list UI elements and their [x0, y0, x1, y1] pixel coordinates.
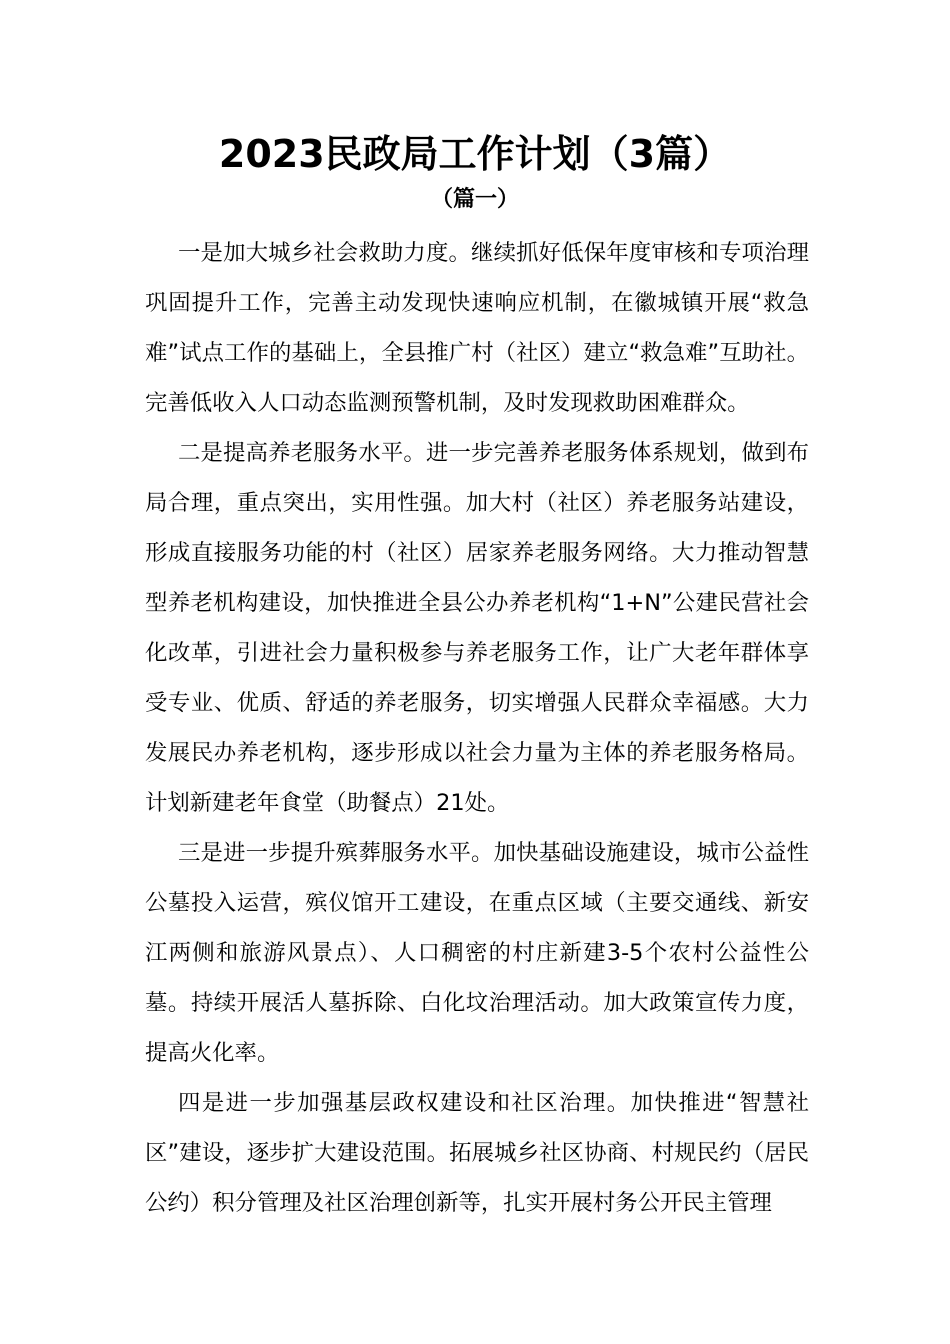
paragraph-funeral-services: 三是进一步提升殡葬服务水平。加快基础设施建设，城市公益性公墓投入运营，殡仪馆开工建设，在重点区域（主要交通线、新安江两侧和旅游风景点）、人口稠密的村庄新建3-5个农村公益性公墓。持续开展活人墓拆除、白化坟治理活动。加大政策宣传力度，提高火化率。: [145, 840, 809, 1066]
paragraph-elderly-care: 二是提高养老服务水平。进一步完善养老服务体系规划，做到布局合理，重点突出，实用性强。加大村（社区）养老服务站建设，形成直接服务功能的村（社区）居家养老服务网络。大力推动智慧型养老机构建设，加快推进全县公办养老机构“1+N”公建民营社会化改革，引进社会力量积极参与养老服务工作，让广大老年群体享受专业、优质、舒适的养老服务，切实增强人民群众幸福感。大力发展民办养老机构，逐步形成以社会力量为主体的养老服务格局。计划新建老年食堂（助餐点）21处。: [145, 440, 809, 816]
document-title: 2023民政局工作计划（3篇）: [218, 132, 732, 176]
paragraph-social-assistance: 一是加大城乡社会救助力度。继续抓好低保年度审核和专项治理巩固提升工作，完善主动发现快速响应机制，在徽城镇开展“救急难”试点工作的基础上，全县推广村（社区）建立“救急难”互助社。完善低收入人口动态监测预警机制，及时发现救助困难群众。: [145, 240, 809, 416]
document-subtitle: （篇一）: [430, 187, 519, 212]
paragraph-community-governance: 四是进一步加强基层政权建设和社区治理。加快推进“智慧社区”建设，逐步扩大建设范围。拓展城乡社区协商、村规民约（居民公约）积分管理及社区治理创新等，扎实开展村务公开民主管理: [145, 1090, 809, 1216]
document-body: [145, 228, 809, 1228]
